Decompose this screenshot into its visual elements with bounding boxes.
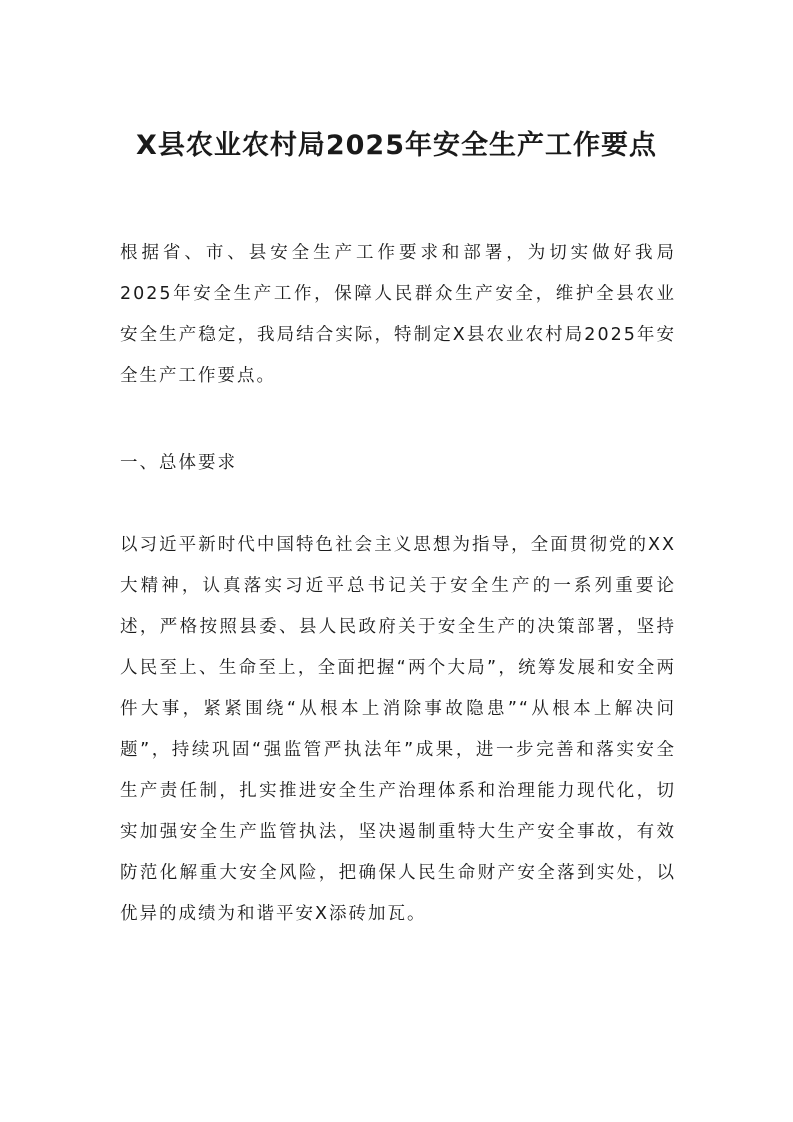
document-title: X县农业农村局2025年安全生产工作要点 bbox=[136, 130, 657, 161]
section-body-general-requirements: 以习近平新时代中国特色社会主义思想为指导，全面贯彻党的XX大精神，认真落实习近平总书记关于安全生产的一系列重要论述，严格按照县委、县人民政府关于安全生产的决策部署，坚持人民至上、生命至上，全面把握“两个大局”，统筹发展和安全两件大事，紧紧围绕“从根本上消除事故隐患”“从根本上解决问题”，持续巩固“强监管严执法年”成果，进一步完善和落实安全生产责任制，扎实推进安全生产治理体系和治理能力现代化，切实加强安全生产监管执法，坚决遏制重特大生产安全事故，有效防范化解重大安全风险，把确保人民生命财产安全落到实处，以优异的成绩为和谐平安X添砖加瓦。 bbox=[120, 535, 676, 924]
section-heading-general-requirements: 一、总体要求 bbox=[120, 453, 237, 473]
intro-paragraph: 根据省、市、县安全生产工作要求和部署，为切实做好我局2025年安全生产工作，保障人民群众生产安全，维护全县农业安全生产稳定，我局结合实际，特制定X县农业农村局2025年安全生产工作要点。 bbox=[120, 243, 676, 386]
